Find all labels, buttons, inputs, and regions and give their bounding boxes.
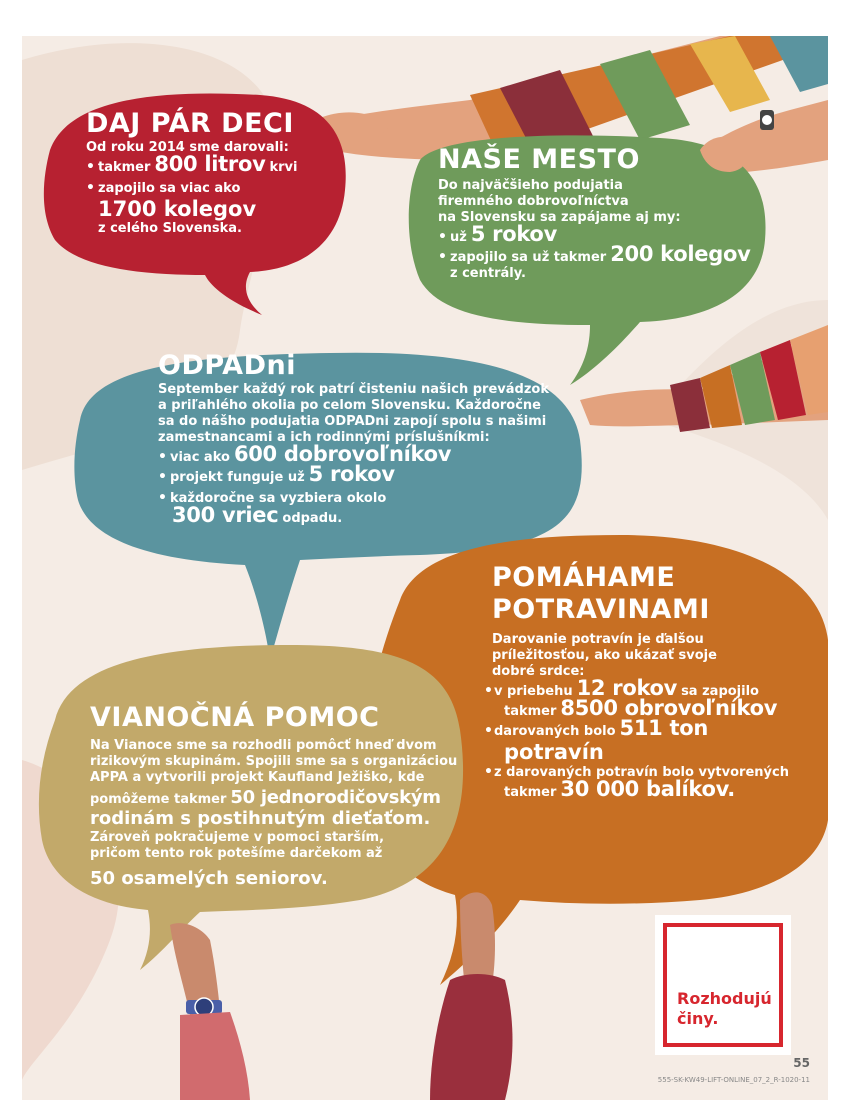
mesto-l2: firemného dobrovoľníctva [438, 194, 629, 210]
potraviny-b3-line2-big: 30 000 balíkov. [560, 777, 735, 801]
bullet-icon: • [86, 159, 95, 176]
potraviny-b3-line2-pre: takmer [504, 785, 557, 800]
mesto-bullet-2 [438, 242, 758, 267]
vianoce-l5-big: rodinám s postihnutým dieťaťom. [90, 808, 431, 830]
mesto-b2-big: 200 kolegov [610, 242, 751, 267]
vianoce-title: VIANOČNÁ POMOC [90, 702, 380, 733]
bullet-icon: • [484, 683, 493, 699]
vianoce-l4-row [90, 787, 460, 809]
mesto-title: NAŠE MESTO [438, 144, 640, 175]
daj-par-deci-section [86, 110, 336, 237]
potraviny-b1-post: sa zapojilo [681, 684, 759, 699]
potraviny-b3-pre: z darovaných potravín bolo vytvorených [494, 765, 789, 780]
bullet-icon: • [158, 469, 167, 486]
pomahame-potravinami-section [484, 562, 822, 801]
potraviny-b1-pre: v priebehu [494, 684, 573, 699]
potraviny-title-1: POMÁHAME [492, 562, 676, 593]
potraviny-b2-pre: darovaných bolo [494, 724, 616, 739]
odpad-b3-pre: každoročne sa vyzbiera okolo [170, 491, 387, 507]
vianoce-l8-big: 50 osamelých seniorov. [90, 868, 328, 890]
daj-b1-pre: takmer [98, 160, 151, 176]
vianoce-l4-big: 50 jednorodičovským [230, 787, 441, 809]
odpadni-section [158, 352, 568, 527]
odpad-b3-big: 300 vriec [172, 503, 279, 528]
vianocna-pomoc-section [90, 704, 460, 892]
mesto-b1-big: 5 rokov [470, 222, 557, 247]
rozhoduju-ciny-logo [655, 915, 791, 1055]
odpad-title: ODPADni [158, 350, 296, 381]
odpad-l3: sa do nášho podujatia ODPADni zapojí spolu s našimi [158, 414, 547, 430]
potraviny-b2-big2: potravín [504, 740, 604, 764]
vianoce-l4-pre: pomôžeme takmer [90, 792, 227, 808]
bullet-icon: • [158, 490, 167, 507]
potraviny-b1-line2-big: 8500 obrovoľníkov [560, 696, 778, 720]
bullet-icon: • [438, 249, 447, 266]
odpad-b3-post: odpadu. [282, 511, 343, 527]
mesto-b2-pre: zapojilo sa už takmer [450, 250, 607, 266]
vianoce-l7: pričom tento rok potešíme darčekom až [90, 846, 383, 862]
potraviny-b1-big: 12 rokov [576, 676, 678, 700]
mesto-b2-post: z centrály. [450, 266, 526, 282]
daj-b1-big: 800 litrov [154, 152, 266, 177]
bullet-icon: • [86, 180, 95, 197]
odpad-b2-big: 5 rokov [308, 462, 395, 487]
mesto-l1: Do najväčšieho podujatia [438, 178, 623, 194]
logo-line-1: Rozhodujú [677, 989, 772, 1008]
mesto-b1-pre: už [450, 230, 467, 246]
daj-b2-pre: zapojilo sa viac ako [98, 181, 241, 197]
potraviny-bullet-2 [484, 716, 822, 740]
potraviny-l1: Darovanie potravín je ďalšou [492, 632, 704, 647]
page-number: 55 [793, 1056, 810, 1070]
daj-b2-post: z celého Slovenska. [98, 221, 242, 237]
bullet-icon: • [484, 723, 493, 739]
odpad-bullet-3-line-2 [158, 503, 568, 528]
daj-bullet-2 [86, 180, 336, 197]
logo-text [677, 989, 772, 1029]
daj-b1-post: krvi [269, 160, 298, 176]
odpad-b1-big: 600 dobrovoľníkov [233, 442, 452, 467]
nase-mesto-section [438, 146, 758, 282]
vianoce-l2: rizikovým skupinám. Spojili sme sa s organizáciou [90, 754, 458, 770]
vianoce-l3: APPA a vytvorili projekt Kaufland Ježiško, kde [90, 770, 425, 786]
odpad-bullet-2 [158, 462, 568, 487]
potraviny-l2: príležitosťou, ako ukázať svoje [492, 648, 717, 663]
odpad-b2-pre: projekt funguje už [170, 470, 305, 486]
logo-frame [663, 923, 783, 1047]
vianoce-l6: Zároveň pokračujeme v pomoci starším, [90, 830, 385, 846]
potraviny-b2-big: 511 ton [619, 716, 708, 740]
odpad-l2: a priľahlého okolia po celom Slovensku. Každoročne [158, 398, 541, 414]
potraviny-bullet-3-line-2 [492, 777, 822, 801]
daj-bullet-1 [86, 152, 336, 177]
daj-title: DAJ PÁR DECI [86, 108, 294, 139]
bullet-icon: • [484, 764, 493, 780]
daj-intro: Od roku 2014 sme darovali: [86, 140, 289, 156]
logo-line-2: činy. [677, 1009, 719, 1028]
bullet-icon: • [438, 229, 447, 246]
potraviny-title-2: POTRAVINAMI [492, 594, 710, 625]
daj-b2-big: 1700 kolegov [98, 197, 257, 222]
odpad-l4: zamestnancami a ich rodinnými príslušníkmi: [158, 430, 490, 446]
print-code: 555-SK-KW49-LIFT-ONLINE_07_2_R-1020-11 [657, 1076, 810, 1084]
odpad-b1-pre: viac ako [170, 450, 230, 466]
potraviny-b1-line2-pre: takmer [504, 704, 557, 719]
potraviny-l3: dobré srdce: [492, 664, 585, 679]
bullet-icon: • [158, 449, 167, 466]
odpad-l1: September každý rok patrí čisteniu našich prevádzok [158, 382, 549, 398]
vianoce-l1: Na Vianoce sme sa rozhodli pomôcť hneď dvom [90, 738, 437, 754]
mesto-l3: na Slovensku sa zapájame aj my: [438, 210, 681, 226]
